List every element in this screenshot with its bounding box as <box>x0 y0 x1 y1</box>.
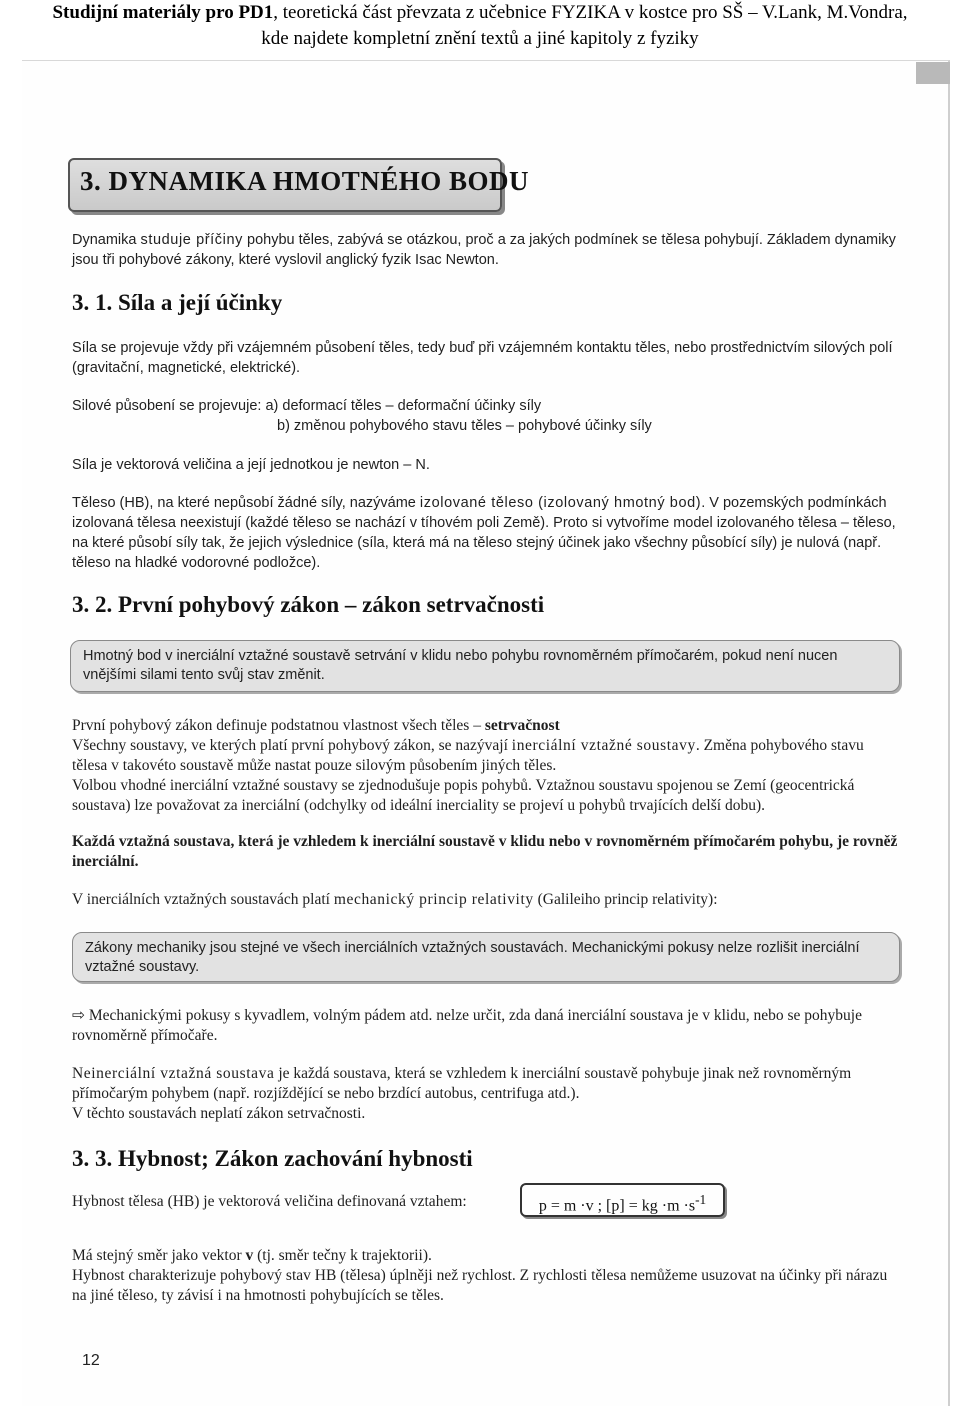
momentum-formula-box <box>520 1183 725 1217</box>
s32-p5-emphasis: mechanický princip relativity <box>333 891 534 908</box>
s32-p5-text-c: (Galileiho princip relativity): <box>533 891 718 908</box>
s32-paragraph-7 <box>72 1064 902 1104</box>
s31-paragraph-4 <box>72 493 902 573</box>
s32-paragraph-1 <box>72 716 902 736</box>
s31-p4-emphasis: izolované těleso (izolovaný hmotný bod) <box>419 495 702 511</box>
s32-paragraph-4: Každá vztažná soustava, která je vzhledem k inerciální soustavě v klidu nebo v rovnoměrném přímočarém pohybu, je rovněž inerciální. <box>72 833 898 870</box>
s33-p2-text-a: Má stejný směr jako vektor <box>72 1247 246 1264</box>
s32-p2-text-c: . Změna pohybového stavu tělesa v takovéto soustavě může nastat pouze silovým působením jiných těles. <box>72 737 864 774</box>
scan-corner-mark <box>916 62 950 84</box>
intro-text-1: Dynamika <box>72 232 141 248</box>
s31-p4-text-c: . V pozemských podmínkách izolovaná tělesa neexistují (každé těleso se nachází v tíhovém poli Země). Proto si vytvoříme model izolovaného tělesa – těleso, na které působí síly tak, že jejich výslednice (síla, která má na těleso stejný účinek jako všechny působící síly) je nulová (např. těleso na hladké vodorovné podložce). <box>72 495 896 571</box>
s32-p7-text: je každá soustava, která se vzhledem k inerciální soustavě pohybuje jinak než rovnoměrným přímočarým pohybem (např. rozjíždějící se nebo brzdící autobus, centrifuga atd.). <box>72 1065 852 1102</box>
header-bold: Studijní materiály pro PD1 <box>52 2 274 23</box>
s32-p1-text: První pohybový zákon definuje podstatnou vlastnost všech těles – <box>72 717 485 734</box>
s32-p7-emphasis: Neinerciální vztažná soustava <box>72 1065 275 1082</box>
s32-p5-text-a: V inerciálních vztažných soustavách platí <box>72 891 334 908</box>
page-number: 12 <box>82 1352 100 1369</box>
section-3-1-heading: 3. 1. Síla a její účinky <box>72 290 283 315</box>
s32-p1-emphasis: setrvačnost <box>484 717 560 734</box>
intro-text-2: pohybu těles, zabývá se otázkou, proč a za jakých podmínek se tělesa pohybují. Základem dynamiky jsou tři pohybové zákony, které vyslovil anglický fyzik Isac Newton. <box>72 232 896 268</box>
s31-p4-text-a: Těleso (HB), na které nepůsobí žádné síly, nazýváme <box>72 495 420 511</box>
law-box-2: Zákony mechaniky jsou stejné ve všech inerciálních vztažných soustavách. Mechanickými pokusy nelze rozlišit inerciální vztažné soustavy. <box>72 932 900 982</box>
s33-paragraph-2 <box>72 1246 902 1266</box>
s32-paragraph-5 <box>72 890 902 910</box>
s33-p2-vector: v <box>245 1247 254 1264</box>
s31-paragraph-2b: b) změnou pohybového stavu těles – pohybové účinky síly <box>277 418 652 434</box>
arrow-icon: ⇨ <box>72 1007 85 1024</box>
formula-exponent: -1 <box>695 1192 707 1207</box>
law-box-1: Hmotný bod v inerciální vztažné soustavě setrvání v klidu nebo pohybu rovnoměrném přímočarém, pokud není nucen vnějšími silami tento svůj stav změnit. <box>70 640 900 692</box>
s32-paragraph-8: V těchto soustavách neplatí zákon setrvačnosti. <box>72 1105 366 1122</box>
s32-p2-text-a: Všechny soustavy, ve kterých platí první pohybový zákon, se nazývají <box>72 737 512 754</box>
s32-p2-emphasis: inerciální vztažné soustavy <box>511 737 696 754</box>
s31-paragraph-1: Síla se projevuje vždy při vzájemném působení těles, tedy buď při vzájemném kontaktu těles, nebo prostřednictvím silových polí (gravitační, magnetické, elektrické). <box>72 340 893 376</box>
momentum-formula: p = m ·v ; [p] = kg ·m ·s <box>538 1197 696 1215</box>
s32-paragraph-2 <box>72 736 902 776</box>
s32-paragraph-3: Volbou vhodné inerciální vztažné soustavy se zjednodušuje popis pohybů. Vztažnou soustavu spojenou se Zemí (geocentrická soustava) lze považovat za inerciální (odchylky od ideální inerciality se projeví u pohybů trvajících delší dobu). <box>72 777 855 814</box>
s33-paragraph-3: Hybnost charakterizuje pohybový stav HB (tělesa) úplněji než rychlost. Z rychlosti tělesa nemůžeme usuzovat na účinky při nárazu na jiné těleso, ty závisí i na hmotnosti pohybujících se těles. <box>72 1267 888 1304</box>
s32-p6-text: Mechanickými pokusy s kyvadlem, volným pádem atd. nelze určit, zda daná inerciální soustava je v klidu, nebo se pohybuje rovnoměrně přímočaře. <box>72 1007 862 1044</box>
s33-paragraph-1: Hybnost tělesa (HB) je vektorová veličina definovaná vztahem: <box>72 1193 467 1210</box>
document-header <box>0 0 960 52</box>
intro-emphasis: studuje příčiny <box>140 232 243 248</box>
chapter-title: 3. DYNAMIKA HMOTNÉHO BODU <box>80 166 530 196</box>
section-3-3-heading: 3. 3. Hybnost; Zákon zachování hybnosti <box>72 1146 473 1171</box>
s31-paragraph-2a: Silové působení se projevuje: a) deformací těles – deformační účinky síly <box>72 398 542 414</box>
s33-p2-text-c: (tj. směr tečny k trajektorii). <box>253 1247 432 1264</box>
intro-paragraph <box>72 230 902 270</box>
s31-paragraph-3: Síla je vektorová veličina a její jednotkou je newton – N. <box>72 457 430 473</box>
header-line-1-rest: , teoretická část převzata z učebnice FYZIKA v kostce pro SŠ – V.Lank, M.Vondra, <box>273 2 908 23</box>
section-3-2-heading: 3. 2. První pohybový zákon – zákon setrvačnosti <box>72 592 545 617</box>
header-line-1 <box>0 0 960 26</box>
header-line-2: kde najdete kompletní znění textů a jiné kapitoly z fyziky <box>261 28 699 49</box>
s32-paragraph-6 <box>72 1006 902 1046</box>
